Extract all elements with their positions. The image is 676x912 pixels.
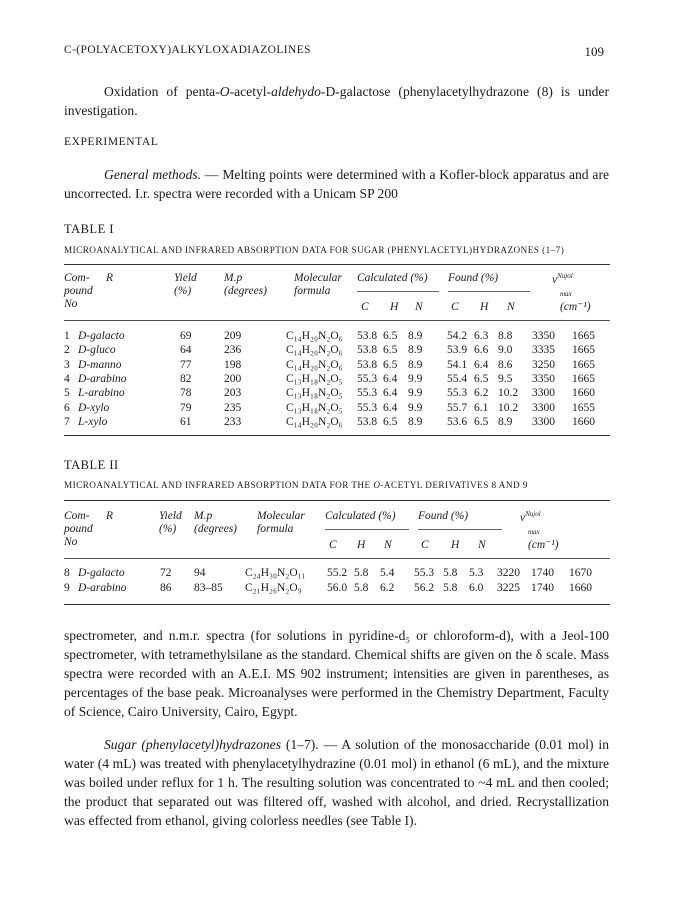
table2-bottom-rule	[64, 604, 610, 605]
table1-header-rule	[64, 320, 610, 321]
table-row	[64, 344, 610, 358]
intro-paragraph	[64, 82, 609, 120]
t2-h-c1: C	[329, 539, 337, 551]
t1-cell-h: 6.5	[383, 358, 398, 371]
t1-cell-fh: 6.5	[474, 372, 489, 385]
t1-cell-c: 53.8	[357, 358, 378, 371]
t1-cell-ir1: 3300	[532, 415, 555, 428]
t1-h-found: Found (%)	[448, 272, 499, 284]
t1-cell-c: 55.3	[357, 401, 378, 414]
t1-cell-formula: C₁₃H₁₈N₂O₅	[286, 401, 343, 414]
t1-cell-ir2: 1655	[572, 401, 595, 414]
t1-cell-c: 55.3	[357, 387, 378, 400]
t1-cell-fc: 53.9	[447, 344, 468, 357]
t1-cell-ir1: 3300	[532, 387, 555, 400]
t1-cell-h: 6.4	[383, 372, 398, 385]
t1-h-yield: Yield (%)	[174, 272, 197, 297]
t1-cell-fh: 6.6	[474, 344, 489, 357]
t2-cell-mp: 83–85	[194, 581, 223, 594]
t2-cell-fn: 5.3	[469, 567, 484, 579]
t1-cell-n: 8.9	[408, 415, 423, 428]
spectrometer-paragraph: spectrometer, and n.m.r. spectra (for solutions in pyridine-d₅ or chloroform-d), with a Jeol-100 spectrometer, with tetramethylsilane as the standard. Chemical shifts are given on the δ scale. Mass spectra were recorded with an A.E.I. MS 902 instrument; intensities are given in parentheses, as percentages of the base peak. Microanalyses were performed in the Chemistry Department, Faculty of Science, Cairo University, Cairo, Egypt.	[64, 628, 609, 719]
page-header	[64, 44, 604, 64]
t1-cell-c: 55.3	[357, 372, 378, 385]
t1-cell-yield: 79	[180, 401, 192, 414]
page-number: 109	[584, 44, 604, 59]
t2-cell-ir1: 3220	[497, 567, 520, 579]
t1-h-unit: (cm⁻¹)	[560, 301, 591, 313]
table1-top-rule	[64, 264, 610, 265]
sugar-para-text: A solution of the monosaccharide (0.01 mol) in water (4 mL) was treated with phenylacetylhydrazine (0.01 mol) in ethanol (6 mL), and the mixture was boiled under reflux for 1 h. The resulting solution was concentrated to ~4 mL and then cooled; the product that separated out was filtered off, washed with alcohol, and dried. Recrystallization was effected from ethanol, giving colorless needles (see Table I).	[64, 737, 609, 828]
t1-cell-r: L-arabino	[78, 387, 125, 400]
t1-h-formula: Molecular formula	[294, 272, 342, 297]
t1-calc-rule	[357, 291, 439, 292]
t1-cell-fh: 6.3	[474, 330, 489, 342]
table-row	[64, 330, 610, 344]
t1-cell-h: 6.4	[383, 401, 398, 414]
t2-cell-fc: 55.3	[414, 567, 435, 579]
t2-cell-n: 5.4	[380, 567, 395, 579]
t2-cell-n: 6.2	[380, 581, 395, 594]
t1-cell-h: 6.4	[383, 387, 398, 400]
t1-cell-no: 1	[64, 330, 70, 342]
t2-h-calculated: Calculated (%)	[325, 510, 396, 522]
t1-cell-fh: 6.5	[474, 415, 489, 428]
t1-cell-fc: 55.4	[447, 372, 468, 385]
t1-cell-yield: 61	[180, 415, 192, 428]
t1-cell-fn: 10.2	[498, 387, 519, 400]
t2-cell-no: 8	[64, 567, 70, 579]
t2-h-unit: (cm⁻¹)	[528, 539, 559, 551]
t1-cell-ir1: 3300	[532, 401, 555, 414]
t1-cell-fc: 54.1	[447, 358, 468, 371]
t1-cell-n: 9.9	[408, 372, 423, 385]
t1-cell-ir2: 1660	[572, 415, 595, 428]
t1-cell-yield: 64	[180, 344, 192, 357]
table2-caption: MICROANALYTICAL AND INFRARED ABSORPTION DATA FOR THE O-ACETYL DERIVATIVES 8 AND 9	[64, 480, 528, 490]
intro-text-1: Oxidation of penta-	[104, 84, 220, 99]
t1-cell-formula: C₁₄H₂₀N₂O₆	[286, 344, 343, 357]
t1-cell-fh: 6.2	[474, 387, 489, 400]
t2-cell-h: 5.8	[354, 581, 369, 594]
t1-cell-fc: 55.3	[447, 387, 468, 400]
t1-cell-mp: 200	[224, 372, 242, 385]
t2-h-mp: M.p (degrees)	[194, 510, 237, 535]
t1-cell-yield: 78	[180, 387, 192, 400]
t1-cell-fn: 10.2	[498, 401, 519, 414]
t2-cell-ir3: 1660	[569, 581, 592, 594]
sugar-para-dash: —	[318, 737, 342, 752]
intro-text-3: -	[320, 84, 326, 99]
t1-cell-no: 6	[64, 401, 70, 414]
table-row	[64, 373, 610, 387]
sugar-para-lead: Sugar (phenylacetyl)hydrazones	[104, 737, 281, 752]
t1-cell-mp: 236	[224, 344, 242, 357]
t1-cell-r: D-arabino	[78, 372, 127, 385]
table1-caption: MICROANALYTICAL AND INFRARED ABSORPTION DATA FOR SUGAR (PHENYLACETYL)HYDRAZONES (1–7)	[64, 245, 565, 255]
t1-cell-fh: 6.4	[474, 358, 489, 371]
table-row	[64, 359, 610, 373]
general-methods-text: Melting points were determined with a Kofler-block apparatus and are uncorrected. I.r. spectra were recorded with a Unicam SP 200	[64, 167, 609, 201]
t1-cell-ir1: 3350	[532, 330, 555, 342]
t1-cell-mp: 233	[224, 415, 242, 428]
t1-cell-n: 9.9	[408, 387, 423, 400]
t1-cell-ir1: 3350	[532, 372, 555, 385]
t1-cell-c: 53.8	[357, 344, 378, 357]
t1-cell-no: 4	[64, 372, 70, 385]
t2-cell-no: 9	[64, 581, 70, 594]
t2-cell-ir3: 1670	[569, 567, 592, 579]
t1-cell-formula: C₁₄H₂₀N₂O₆	[286, 358, 343, 371]
t2-h-nujol: $\nu^{Nujol}$ max	[520, 510, 541, 536]
t1-cell-ir2: 1665	[572, 330, 595, 342]
table-row	[64, 387, 610, 401]
t1-cell-r: L-xylo	[78, 415, 108, 428]
t2-cell-c: 56.0	[327, 581, 348, 594]
t1-cell-r: D-gluco	[78, 344, 116, 357]
t2-cell-r: D-arabino	[78, 581, 127, 594]
t1-cell-h: 6.5	[383, 415, 398, 428]
t2-cell-yield: 86	[160, 581, 172, 594]
t1-h-calculated: Calculated (%)	[357, 272, 428, 284]
t1-cell-formula: C₁₃H₁₈N₂O₅	[286, 372, 343, 385]
t1-cell-formula: C₁₃H₁₈N₂O₅	[286, 387, 343, 400]
t1-cell-ir1: 3250	[532, 358, 555, 371]
t1-cell-mp: 203	[224, 387, 242, 400]
intro-text-2: -acetyl-	[229, 84, 272, 99]
t2-cell-fn: 6.0	[469, 581, 484, 594]
t1-cell-n: 9.9	[408, 401, 423, 414]
t2-cell-r: D-galacto	[78, 567, 125, 579]
t2-cell-yield: 72	[160, 567, 172, 579]
general-methods-lead: General methods.	[104, 167, 202, 182]
t2-cell-fh: 5.8	[443, 567, 458, 579]
t2-h-yield: Yield (%)	[159, 510, 182, 535]
t1-h-n2: N	[507, 301, 515, 313]
t2-found-rule	[418, 529, 502, 530]
t2-h-h1: H	[357, 539, 366, 551]
t2-cell-fc: 56.2	[414, 581, 435, 594]
intro-d: D	[325, 84, 336, 99]
t1-cell-h: 6.5	[383, 344, 398, 357]
general-methods-dash: —	[201, 167, 223, 182]
t2-cell-ir1: 3225	[497, 581, 520, 594]
t1-cell-fh: 6.1	[474, 401, 489, 414]
t2-cell-ir2: 1740	[531, 581, 554, 594]
general-methods-paragraph	[64, 165, 609, 203]
t2-cell-fh: 5.8	[443, 581, 458, 594]
t1-cell-ir2: 1665	[572, 372, 595, 385]
intro-text-4: -galactose (phenylacetylhydrazone (8) is under investigation.	[64, 84, 609, 118]
t1-cell-fc: 55.7	[447, 401, 468, 414]
t1-h-mp: M.p (degrees)	[224, 272, 267, 297]
t1-cell-fc: 53.6	[447, 415, 468, 428]
t1-cell-fn: 8.6	[498, 358, 513, 371]
t2-calc-rule	[325, 529, 409, 530]
sugar-para-ref: (1–7).	[281, 737, 319, 752]
t1-cell-fn: 9.0	[498, 344, 513, 357]
t1-cell-ir1: 3335	[532, 344, 555, 357]
t1-h-h1: H	[390, 301, 399, 313]
t1-cell-fc: 54.2	[447, 330, 468, 342]
t1-cell-c: 53.8	[357, 330, 378, 342]
t1-cell-no: 5	[64, 387, 70, 400]
t2-h-n2: N	[478, 539, 486, 551]
t1-found-rule	[448, 291, 530, 292]
table-row	[64, 567, 610, 581]
t1-h-compound: Com- pound No	[64, 272, 93, 310]
sugar-hydrazones-paragraph	[64, 735, 609, 830]
t1-cell-yield: 77	[180, 358, 192, 371]
t1-cell-no: 3	[64, 358, 70, 371]
t1-cell-ir2: 1665	[572, 358, 595, 371]
table2-title: TABLE II	[64, 458, 119, 472]
t1-cell-formula: C₁₄H₂₀N₂O₆	[286, 330, 343, 342]
t2-h-r: R	[106, 510, 114, 522]
t1-cell-yield: 82	[180, 372, 192, 385]
t2-cell-mp: 94	[194, 567, 206, 579]
t1-cell-n: 8.9	[408, 358, 423, 371]
t1-cell-r: D-xylo	[78, 401, 110, 414]
t1-cell-formula: C₁₄H₂₀N₂O₆	[286, 415, 343, 428]
t1-cell-ir2: 1665	[572, 344, 595, 357]
experimental-heading: EXPERIMENTAL	[64, 136, 159, 148]
t2-cell-h: 5.8	[354, 567, 369, 579]
t1-h-c2: C	[451, 301, 459, 313]
t1-cell-mp: 198	[224, 358, 242, 371]
t2-h-c2: C	[421, 539, 429, 551]
intro-aldehydo: aldehydo	[271, 84, 321, 99]
t1-h-r: R	[106, 272, 114, 284]
table-row	[64, 402, 610, 416]
table-row	[64, 582, 610, 596]
table1-bottom-rule	[64, 435, 610, 436]
t1-cell-h: 6.5	[383, 330, 398, 342]
t2-cell-formula: C₂₁H₂₆N₂O₉	[245, 581, 302, 594]
t2-cell-c: 55.2	[327, 567, 348, 579]
t1-cell-r: D-galacto	[78, 330, 125, 342]
t1-h-n1: N	[415, 301, 423, 313]
table-row	[64, 416, 610, 430]
table1-title: TABLE I	[64, 222, 115, 236]
t2-h-formula: Molecular formula	[257, 510, 305, 535]
t1-cell-mp: 235	[224, 401, 242, 414]
running-head: C-(POLYACETOXY)ALKYLOXADIAZOLINES	[64, 44, 311, 56]
t1-cell-n: 8.9	[408, 344, 423, 357]
t1-cell-r: D-manno	[78, 358, 122, 371]
t1-cell-n: 8.9	[408, 330, 423, 342]
intro-o: O	[219, 84, 230, 99]
t2-h-found: Found (%)	[418, 510, 469, 522]
t1-cell-ir2: 1660	[572, 387, 595, 400]
t1-cell-yield: 69	[180, 330, 192, 342]
t2-h-h2: H	[451, 539, 460, 551]
t2-h-compound: Com- pound No	[64, 510, 93, 548]
table2-top-rule	[64, 500, 610, 501]
t2-cell-formula: C₂₄H₃₀N₂O₁₁	[245, 567, 306, 579]
t1-cell-fn: 8.8	[498, 330, 513, 342]
t2-h-n1: N	[384, 539, 392, 551]
t1-h-h2: H	[480, 301, 489, 313]
t1-cell-no: 7	[64, 415, 70, 428]
t2-cell-ir2: 1740	[531, 567, 554, 579]
t1-cell-fn: 9.5	[498, 372, 513, 385]
t1-h-c1: C	[361, 301, 369, 313]
t1-h-nujol: $\nu^{Nujol}$ max	[552, 272, 573, 298]
table2-header-rule	[64, 558, 610, 559]
t1-cell-fn: 8.9	[498, 415, 513, 428]
t1-cell-no: 2	[64, 344, 70, 357]
t1-cell-mp: 209	[224, 330, 242, 342]
t1-cell-c: 53.8	[357, 415, 378, 428]
